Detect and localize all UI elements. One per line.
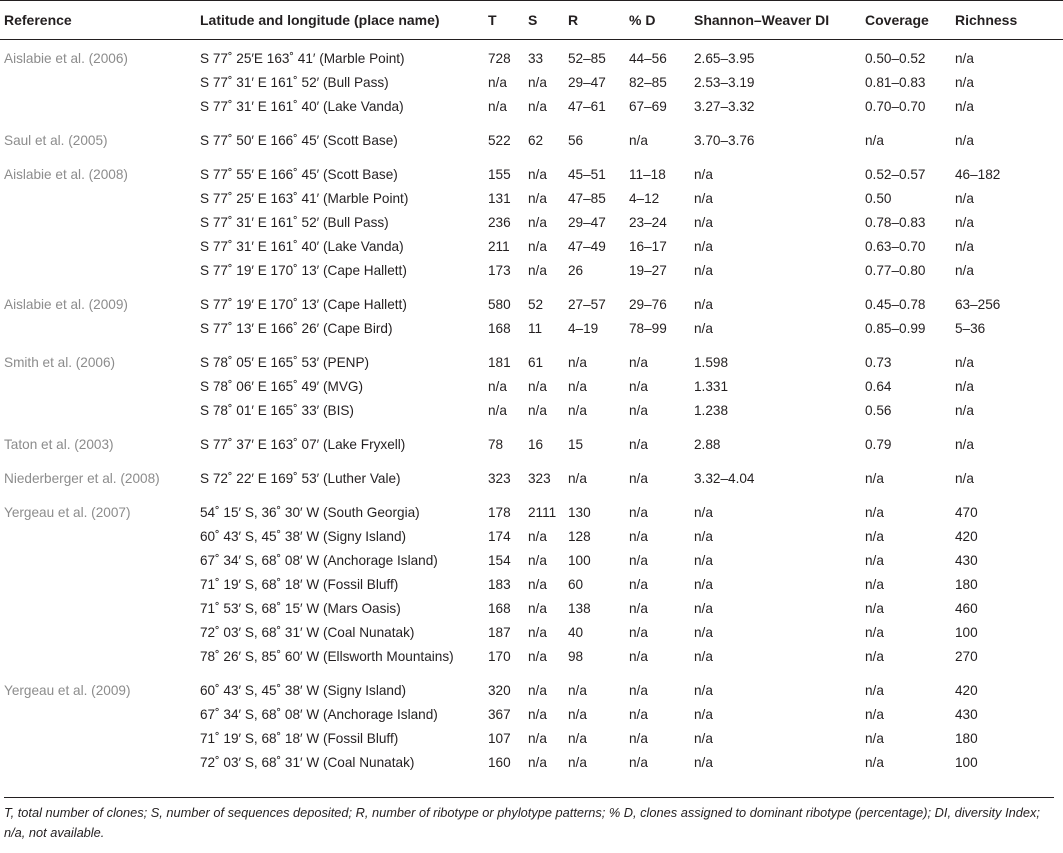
shannon-weaver-cell: n/a [694, 706, 713, 722]
shannon-weaver-cell: n/a [694, 296, 713, 312]
r-cell: 26 [568, 262, 584, 278]
shannon-weaver-cell: 1.598 [694, 354, 729, 370]
location-cell: 60˚ 43′ S, 45˚ 38′ W (Signy Island) [200, 528, 407, 544]
location-cell: 67˚ 34′ S, 68˚ 08′ W (Anchorage Island) [200, 706, 438, 722]
coverage-cell: 0.52–0.57 [865, 166, 926, 182]
location-cell: S 77˚ 31′ E 161˚ 52′ (Bull Pass) [200, 214, 389, 230]
r-cell: n/a [568, 354, 587, 370]
r-cell: 56 [568, 132, 584, 148]
richness-cell: 470 [955, 504, 978, 520]
t-cell: 168 [488, 600, 511, 616]
table-row [0, 726, 1063, 750]
shannon-weaver-cell: n/a [694, 190, 713, 206]
percent-d-cell: 23–24 [629, 214, 667, 230]
coverage-cell: 0.73 [865, 354, 892, 370]
table-row [0, 596, 1063, 620]
coverage-cell: n/a [865, 576, 884, 592]
reference-cell: Aislabie et al. (2008) [4, 166, 128, 182]
richness-cell: 430 [955, 706, 978, 722]
table-row [0, 234, 1063, 258]
s-cell: n/a [528, 190, 547, 206]
coverage-cell: 0.56 [865, 402, 892, 418]
s-cell: n/a [528, 402, 547, 418]
header-t: T [488, 1, 528, 40]
t-cell: 170 [488, 648, 511, 664]
reference-cell: Aislabie et al. (2009) [4, 296, 128, 312]
reference-cell [0, 374, 200, 398]
table-row [0, 94, 1063, 118]
table-row [0, 152, 1063, 186]
shannon-weaver-cell: 1.238 [694, 402, 729, 418]
percent-d-cell: n/a [629, 436, 648, 452]
richness-cell: n/a [955, 98, 974, 114]
table-row [0, 340, 1063, 374]
r-cell: n/a [568, 730, 587, 746]
s-cell: n/a [528, 624, 547, 640]
location-cell: S 77˚ 19′ E 170˚ 13′ (Cape Hallett) [200, 296, 407, 312]
r-cell: n/a [568, 378, 587, 394]
coverage-cell: 0.64 [865, 378, 892, 394]
r-cell: 27–57 [568, 296, 606, 312]
s-cell: 2111 [528, 504, 557, 520]
location-cell: 72˚ 03′ S, 68˚ 31′ W (Coal Nunatak) [200, 624, 415, 640]
table-row [0, 490, 1063, 524]
r-cell: n/a [568, 706, 587, 722]
shannon-weaver-cell: 2.65–3.95 [694, 50, 755, 66]
r-cell: 47–85 [568, 190, 606, 206]
coverage-cell: 0.70–0.70 [865, 98, 926, 114]
richness-cell: n/a [955, 470, 974, 486]
s-cell: n/a [528, 552, 547, 568]
richness-cell: 46–182 [955, 166, 1001, 182]
t-cell: 154 [488, 552, 511, 568]
s-cell: 52 [528, 296, 544, 312]
richness-cell: 63–256 [955, 296, 1001, 312]
richness-cell: n/a [955, 214, 974, 230]
reference-cell [0, 210, 200, 234]
table-row [0, 210, 1063, 234]
coverage-cell: n/a [865, 132, 884, 148]
reference-cell [0, 258, 200, 282]
t-cell: 236 [488, 214, 511, 230]
coverage-cell: 0.78–0.83 [865, 214, 926, 230]
s-cell: 61 [528, 354, 544, 370]
header-percent-d: % D [629, 1, 694, 40]
shannon-weaver-cell: n/a [694, 166, 713, 182]
r-cell: n/a [568, 754, 587, 770]
coverage-cell: n/a [865, 528, 884, 544]
shannon-weaver-cell: n/a [694, 730, 713, 746]
r-cell: 47–61 [568, 98, 606, 114]
location-cell: 72˚ 03′ S, 68˚ 31′ W (Coal Nunatak) [200, 754, 415, 770]
t-cell: 522 [488, 132, 511, 148]
location-cell: 67˚ 34′ S, 68˚ 08′ W (Anchorage Island) [200, 552, 438, 568]
reference-cell [0, 70, 200, 94]
location-cell: S 77˚ 55′ E 166˚ 45′ (Scott Base) [200, 166, 398, 182]
header-coverage: Coverage [865, 1, 955, 40]
richness-cell: 460 [955, 600, 978, 616]
s-cell: 11 [528, 320, 543, 336]
t-cell: n/a [488, 402, 507, 418]
percent-d-cell: n/a [629, 576, 648, 592]
coverage-cell: n/a [865, 600, 884, 616]
percent-d-cell: n/a [629, 552, 648, 568]
coverage-cell: n/a [865, 754, 884, 770]
header-reference: Reference [0, 1, 200, 40]
reference-cell [0, 186, 200, 210]
location-cell: S 78˚ 06′ E 165˚ 49′ (MVG) [200, 378, 364, 394]
shannon-weaver-cell: n/a [694, 600, 713, 616]
reference-cell [0, 644, 200, 668]
t-cell: 174 [488, 528, 511, 544]
percent-d-cell: n/a [629, 682, 648, 698]
percent-d-cell: 11–18 [629, 166, 666, 182]
percent-d-cell: 67–69 [629, 98, 667, 114]
s-cell: 323 [528, 470, 551, 486]
table-row [0, 118, 1063, 152]
t-cell: 181 [488, 354, 511, 370]
location-cell: S 77˚ 19′ E 170˚ 13′ (Cape Hallett) [200, 262, 407, 278]
percent-d-cell: 44–56 [629, 50, 667, 66]
richness-cell: n/a [955, 262, 974, 278]
location-cell: S 77˚ 13′ E 166˚ 26′ (Cape Bird) [200, 320, 393, 336]
shannon-weaver-cell: n/a [694, 648, 713, 664]
percent-d-cell: 19–27 [629, 262, 667, 278]
location-cell: S 77˚ 50′ E 166˚ 45′ (Scott Base) [200, 132, 398, 148]
table-row [0, 186, 1063, 210]
r-cell: 60 [568, 576, 584, 592]
r-cell: 98 [568, 648, 584, 664]
table-row [0, 750, 1063, 774]
percent-d-cell: n/a [629, 730, 648, 746]
richness-cell: n/a [955, 238, 974, 254]
r-cell: 4–19 [568, 320, 599, 336]
t-cell: 367 [488, 706, 511, 722]
table-row [0, 316, 1063, 340]
t-cell: n/a [488, 378, 507, 394]
t-cell: 728 [488, 50, 511, 66]
richness-cell: 420 [955, 682, 978, 698]
s-cell: n/a [528, 74, 547, 90]
table-header [0, 1, 1063, 40]
table-footer [4, 797, 1054, 843]
reference-cell [0, 398, 200, 422]
s-cell: n/a [528, 528, 547, 544]
t-cell: 107 [488, 730, 511, 746]
richness-cell: 270 [955, 648, 978, 664]
r-cell: 45–51 [568, 166, 606, 182]
r-cell: 100 [568, 552, 591, 568]
reference-cell: Yergeau et al. (2007) [4, 504, 131, 520]
shannon-weaver-cell: n/a [694, 262, 713, 278]
s-cell: n/a [528, 648, 547, 664]
s-cell: n/a [528, 214, 547, 230]
table-row [0, 572, 1063, 596]
t-cell: 168 [488, 320, 511, 336]
coverage-cell: 0.45–0.78 [865, 296, 926, 312]
reference-cell: Taton et al. (2003) [4, 436, 114, 452]
coverage-cell: n/a [865, 682, 884, 698]
shannon-weaver-cell: n/a [694, 504, 713, 520]
location-cell: 71˚ 53′ S, 68˚ 15′ W (Mars Oasis) [200, 600, 401, 616]
t-cell: 178 [488, 504, 511, 520]
t-cell: 131 [488, 190, 511, 206]
percent-d-cell: n/a [629, 132, 648, 148]
reference-cell [0, 596, 200, 620]
shannon-weaver-cell: n/a [694, 552, 713, 568]
table-body [0, 40, 1063, 775]
r-cell: n/a [568, 470, 587, 486]
location-cell: S 72˚ 22′ E 169˚ 53′ (Luther Vale) [200, 470, 401, 486]
coverage-cell: n/a [865, 624, 884, 640]
shannon-weaver-cell: 3.27–3.32 [694, 98, 755, 114]
coverage-cell: n/a [865, 730, 884, 746]
shannon-weaver-cell: n/a [694, 528, 713, 544]
percent-d-cell: n/a [629, 648, 648, 664]
percent-d-cell: 4–12 [629, 190, 660, 206]
t-cell: 320 [488, 682, 511, 698]
richness-cell: n/a [955, 132, 974, 148]
table-row [0, 40, 1063, 71]
table-row [0, 620, 1063, 644]
coverage-cell: 0.79 [865, 436, 892, 452]
table-row [0, 456, 1063, 490]
t-cell: 183 [488, 576, 511, 592]
shannon-weaver-cell: n/a [694, 754, 713, 770]
shannon-weaver-cell: 2.88 [694, 436, 721, 452]
t-cell: 160 [488, 754, 511, 770]
table-row [0, 398, 1063, 422]
reference-cell [0, 620, 200, 644]
percent-d-cell: n/a [629, 504, 648, 520]
t-cell: 580 [488, 296, 511, 312]
richness-cell: 430 [955, 552, 978, 568]
reference-cell [0, 572, 200, 596]
s-cell: n/a [528, 378, 547, 394]
percent-d-cell: n/a [629, 600, 648, 616]
location-cell: 71˚ 19′ S, 68˚ 18′ W (Fossil Bluff) [200, 730, 399, 746]
footnote: T, total number of clones; S, number of sequences deposited; R, number of ribotype or phylotype patterns; % D, clones assigned to dominant ribotype (percentage); DI, diversity Index; n/a, not available. [4, 805, 1040, 840]
reference-cell [0, 726, 200, 750]
s-cell: n/a [528, 600, 547, 616]
r-cell: n/a [568, 402, 587, 418]
table-row [0, 422, 1063, 456]
location-cell: S 77˚ 25′ E 163˚ 41′ (Marble Point) [200, 190, 409, 206]
header-r: R [568, 1, 629, 40]
percent-d-cell: n/a [629, 378, 648, 394]
richness-cell: n/a [955, 354, 974, 370]
percent-d-cell: 78–99 [629, 320, 667, 336]
shannon-weaver-cell: n/a [694, 214, 713, 230]
richness-cell: 100 [955, 624, 978, 640]
richness-cell: 420 [955, 528, 978, 544]
coverage-cell: 0.81–0.83 [865, 74, 926, 90]
reference-cell [0, 750, 200, 774]
table-row [0, 282, 1063, 316]
percent-d-cell: 29–76 [629, 296, 667, 312]
shannon-weaver-cell: 3.70–3.76 [694, 132, 755, 148]
t-cell: 78 [488, 436, 504, 452]
r-cell: 138 [568, 600, 591, 616]
header-location: Latitude and longitude (place name) [200, 1, 488, 40]
reference-cell [0, 702, 200, 726]
reference-cell [0, 94, 200, 118]
r-cell: 29–47 [568, 214, 606, 230]
table-row [0, 548, 1063, 572]
shannon-weaver-cell: n/a [694, 320, 713, 336]
reference-cell: Aislabie et al. (2006) [4, 50, 128, 66]
s-cell: 62 [528, 132, 544, 148]
richness-cell: 180 [955, 730, 978, 746]
reference-cell [0, 316, 200, 340]
table-row [0, 258, 1063, 282]
coverage-cell: n/a [865, 648, 884, 664]
percent-d-cell: n/a [629, 706, 648, 722]
coverage-cell: 0.50 [865, 190, 892, 206]
coverage-cell: n/a [865, 504, 884, 520]
shannon-weaver-cell: n/a [694, 576, 713, 592]
location-cell: S 77˚ 31′ E 161˚ 40′ (Lake Vanda) [200, 98, 404, 114]
s-cell: n/a [528, 98, 547, 114]
r-cell: 47–49 [568, 238, 606, 254]
coverage-cell: n/a [865, 706, 884, 722]
table-row [0, 668, 1063, 702]
r-cell: 15 [568, 436, 584, 452]
location-cell: S 77˚ 31′ E 161˚ 40′ (Lake Vanda) [200, 238, 404, 254]
richness-cell: n/a [955, 378, 974, 394]
location-cell: 60˚ 43′ S, 45˚ 38′ W (Signy Island) [200, 682, 407, 698]
richness-cell: n/a [955, 74, 974, 90]
richness-cell: 180 [955, 576, 978, 592]
t-cell: 211 [488, 238, 510, 254]
percent-d-cell: 16–17 [629, 238, 667, 254]
shannon-weaver-cell: n/a [694, 624, 713, 640]
location-cell: S 78˚ 05′ E 165˚ 53′ (PENP) [200, 354, 370, 370]
t-cell: n/a [488, 74, 507, 90]
percent-d-cell: 82–85 [629, 74, 667, 90]
r-cell: n/a [568, 682, 587, 698]
t-cell: 187 [488, 624, 511, 640]
reference-cell: Yergeau et al. (2009) [4, 682, 131, 698]
richness-cell: 5–36 [955, 320, 986, 336]
reference-cell [0, 234, 200, 258]
s-cell: 33 [528, 50, 544, 66]
richness-cell: n/a [955, 436, 974, 452]
reference-cell: Saul et al. (2005) [4, 132, 108, 148]
r-cell: 130 [568, 504, 591, 520]
t-cell: 173 [488, 262, 511, 278]
s-cell: n/a [528, 166, 547, 182]
r-cell: 40 [568, 624, 584, 640]
s-cell: n/a [528, 262, 547, 278]
table-row [0, 644, 1063, 668]
location-cell: S 78˚ 01′ E 165˚ 33′ (BIS) [200, 402, 354, 418]
header-shannon-weaver: Shannon–Weaver DI [694, 1, 865, 40]
coverage-cell: 0.77–0.80 [865, 262, 926, 278]
reference-cell [0, 524, 200, 548]
richness-cell: 100 [955, 754, 978, 770]
t-cell: 155 [488, 166, 511, 182]
s-cell: n/a [528, 576, 547, 592]
percent-d-cell: n/a [629, 624, 648, 640]
t-cell: n/a [488, 98, 507, 114]
r-cell: 29–47 [568, 74, 606, 90]
shannon-weaver-cell: n/a [694, 238, 713, 254]
header-row [0, 1, 1063, 40]
shannon-weaver-cell: 3.32–4.04 [694, 470, 755, 486]
reference-cell [0, 548, 200, 572]
s-cell: n/a [528, 682, 547, 698]
percent-d-cell: n/a [629, 354, 648, 370]
table-row [0, 702, 1063, 726]
location-cell: S 77˚ 37′ E 163˚ 07′ (Lake Fryxell) [200, 436, 406, 452]
table-row [0, 524, 1063, 548]
reference-cell: Niederberger et al. (2008) [4, 470, 160, 486]
coverage-cell: 0.85–0.99 [865, 320, 926, 336]
richness-cell: n/a [955, 190, 974, 206]
coverage-cell: 0.63–0.70 [865, 238, 926, 254]
percent-d-cell: n/a [629, 470, 648, 486]
richness-cell: n/a [955, 50, 974, 66]
s-cell: n/a [528, 238, 547, 254]
reference-cell: Smith et al. (2006) [4, 354, 116, 370]
richness-cell: n/a [955, 402, 974, 418]
r-cell: 128 [568, 528, 591, 544]
t-cell: 323 [488, 470, 511, 486]
percent-d-cell: n/a [629, 754, 648, 770]
coverage-cell: 0.50–0.52 [865, 50, 926, 66]
percent-d-cell: n/a [629, 528, 648, 544]
shannon-weaver-cell: 1.331 [694, 378, 729, 394]
header-s: S [528, 1, 568, 40]
header-richness: Richness [955, 1, 1063, 40]
location-cell: S 77˚ 31′ E 161˚ 52′ (Bull Pass) [200, 74, 389, 90]
location-cell: 78˚ 26′ S, 85˚ 60′ W (Ellsworth Mountains) [200, 648, 454, 664]
location-cell: 54˚ 15′ S, 36˚ 30′ W (South Georgia) [200, 504, 420, 520]
percent-d-cell: n/a [629, 402, 648, 418]
shannon-weaver-cell: 2.53–3.19 [694, 74, 755, 90]
s-cell: n/a [528, 754, 547, 770]
location-cell: S 77˚ 25′E 163˚ 41′ (Marble Point) [200, 50, 405, 66]
r-cell: 52–85 [568, 50, 606, 66]
shannon-weaver-cell: n/a [694, 682, 713, 698]
s-cell: n/a [528, 730, 547, 746]
coverage-cell: n/a [865, 552, 884, 568]
table-row [0, 374, 1063, 398]
s-cell: 16 [528, 436, 544, 452]
s-cell: n/a [528, 706, 547, 722]
coverage-cell: n/a [865, 470, 884, 486]
table-row [0, 70, 1063, 94]
location-cell: 71˚ 19′ S, 68˚ 18′ W (Fossil Bluff) [200, 576, 399, 592]
